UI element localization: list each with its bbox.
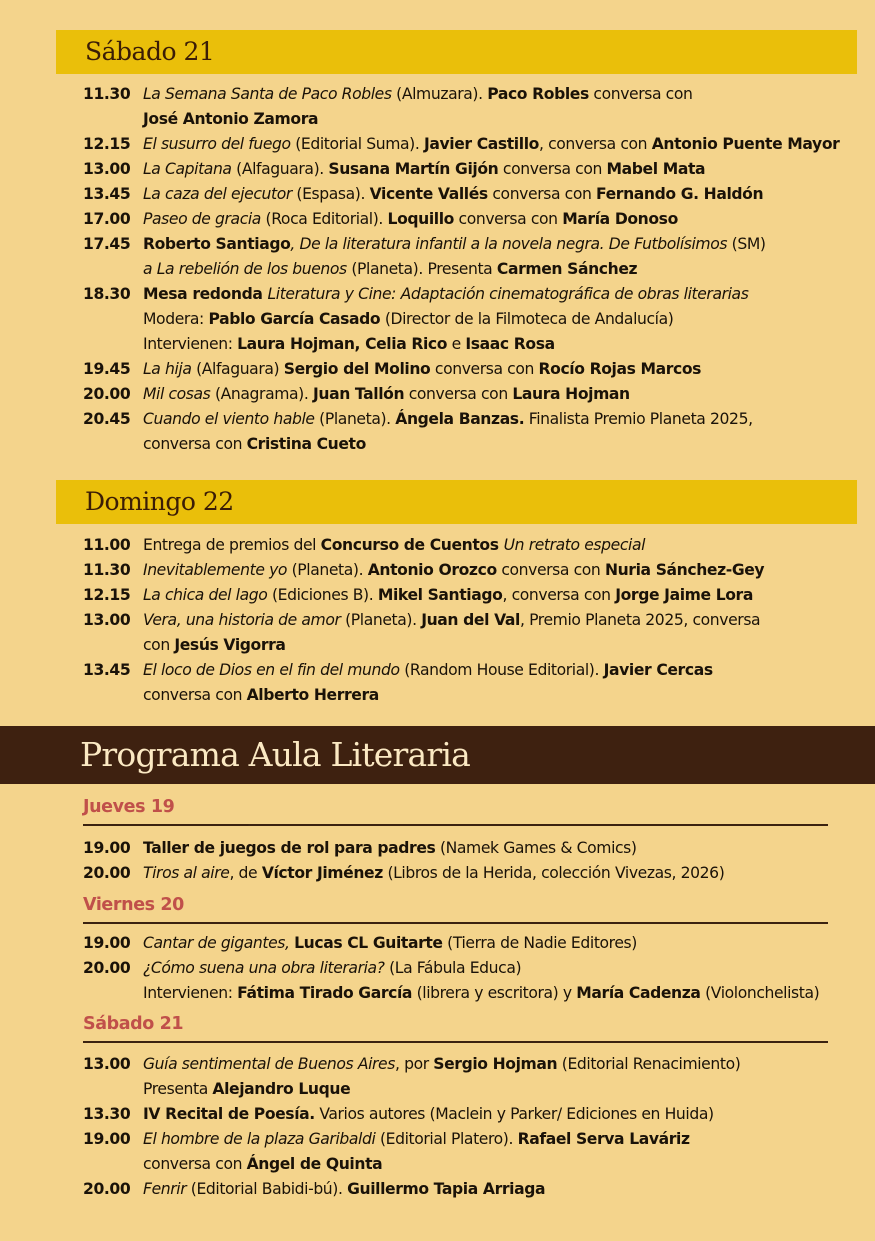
aula-thursday-schedule xyxy=(83,836,865,886)
schedule-row xyxy=(83,583,865,608)
schedule-row xyxy=(83,407,865,457)
event-line xyxy=(143,82,865,107)
event-time: 13.45 xyxy=(83,185,131,203)
event-line xyxy=(143,956,865,981)
text-segment: (SM) xyxy=(727,235,766,253)
event-time: 20.00 xyxy=(83,1180,131,1198)
text-segment: Intervienen: xyxy=(143,984,238,1002)
text-segment: Finalista Premio Planeta 2025, xyxy=(524,410,753,428)
event-time: 13.00 xyxy=(83,611,131,629)
text-segment: (Namek Games & Comics) xyxy=(435,839,637,857)
text-segment: La hija xyxy=(143,360,192,378)
text-segment: Cuando el viento hable xyxy=(143,410,315,428)
event-description xyxy=(143,157,865,182)
text-segment: conversa con xyxy=(143,1155,247,1173)
event-time: 19.00 xyxy=(83,839,131,857)
text-segment: Rocío Rojas Marcos xyxy=(538,360,702,378)
text-segment: Fenrir xyxy=(143,1180,187,1198)
text-segment: Mil cosas xyxy=(143,385,211,403)
schedule-row xyxy=(83,382,865,407)
event-time: 20.00 xyxy=(83,385,131,403)
text-segment: La chica del lago xyxy=(143,586,268,604)
event-description xyxy=(143,382,865,407)
event-time: 20.45 xyxy=(83,410,131,428)
event-line xyxy=(143,257,865,282)
text-segment: Ángela Banzas. xyxy=(395,410,525,428)
text-segment: con xyxy=(143,636,175,654)
text-segment: conversa con xyxy=(496,561,605,579)
event-line xyxy=(143,1127,865,1152)
schedule-row xyxy=(83,1127,865,1177)
event-description xyxy=(143,583,865,608)
event-time: 13.45 xyxy=(83,661,131,679)
text-segment: (Editorial Babidi-bú). xyxy=(186,1180,348,1198)
saturday-header-bar xyxy=(56,30,857,74)
schedule-row xyxy=(83,1177,865,1202)
event-description xyxy=(143,931,865,956)
text-segment: conversa con xyxy=(487,185,597,203)
aula-friday-schedule xyxy=(83,931,865,1006)
text-segment: Entrega de premios del xyxy=(143,536,321,554)
aula-header-bar xyxy=(0,726,875,784)
text-segment: Mesa redonda xyxy=(143,285,268,303)
text-segment: Alejandro Luque xyxy=(212,1080,351,1098)
event-description xyxy=(143,1052,865,1102)
event-time: 11.00 xyxy=(83,536,131,554)
event-description xyxy=(143,282,865,357)
text-segment: Sergio del Molino xyxy=(283,360,431,378)
text-segment: Varios autores (Maclein y Parker/ Ediciones en Huida) xyxy=(314,1105,714,1123)
text-segment: (Violonchelista) xyxy=(700,984,820,1002)
event-line xyxy=(143,1052,865,1077)
event-description xyxy=(143,407,865,457)
text-segment: a La rebelión de los buenos xyxy=(143,260,347,278)
event-line xyxy=(143,931,865,956)
event-line xyxy=(143,836,865,861)
event-description xyxy=(143,357,865,382)
sunday-title: Domingo 22 xyxy=(85,487,234,516)
saturday-schedule xyxy=(83,82,865,457)
schedule-row xyxy=(83,357,865,382)
text-segment: Ángel de Quinta xyxy=(246,1155,383,1173)
schedule-row xyxy=(83,1102,865,1127)
text-segment: La Semana Santa de Paco Robles xyxy=(143,85,392,103)
text-segment: Un retrato especial xyxy=(503,536,646,554)
text-segment: (Libros de la Herida, colección Vivezas, 2026) xyxy=(382,864,725,882)
text-segment: Rafael Serva Laváriz xyxy=(517,1130,690,1148)
event-time: 13.30 xyxy=(83,1105,131,1123)
text-segment: , Premio Planeta 2025, conversa xyxy=(519,611,761,629)
text-segment: e xyxy=(447,335,466,353)
schedule-row xyxy=(83,1052,865,1102)
event-line xyxy=(143,533,865,558)
event-line xyxy=(143,981,865,1006)
text-segment: Modera: xyxy=(143,310,209,328)
text-segment: Fátima Tirado García xyxy=(237,984,413,1002)
text-segment: (Editorial Platero). xyxy=(375,1130,518,1148)
text-segment: La Capitana xyxy=(143,160,232,178)
event-time: 19.00 xyxy=(83,934,131,952)
text-segment: (Espasa). xyxy=(291,185,370,203)
text-segment: Laura Hojman xyxy=(512,385,630,403)
event-line xyxy=(143,633,865,658)
text-segment: Guillermo Tapia Arriaga xyxy=(347,1180,546,1198)
schedule-row xyxy=(83,836,865,861)
text-segment: El susurro del fuego xyxy=(143,135,291,153)
event-line xyxy=(143,282,865,307)
event-time: 12.15 xyxy=(83,135,131,153)
text-segment: Víctor Jiménez xyxy=(261,864,383,882)
text-segment: Javier Cercas xyxy=(603,661,713,679)
event-description xyxy=(143,232,865,282)
text-segment: , por xyxy=(394,1055,434,1073)
event-line xyxy=(143,182,865,207)
event-line xyxy=(143,1152,865,1177)
text-segment: Paseo de gracia xyxy=(143,210,261,228)
text-segment: Taller de juegos de rol para padres xyxy=(143,839,436,857)
schedule-row xyxy=(83,533,865,558)
text-segment: Juan Tallón xyxy=(312,385,405,403)
event-line xyxy=(143,307,865,332)
text-segment: Carmen Sánchez xyxy=(496,260,638,278)
text-segment: conversa con xyxy=(454,210,563,228)
event-description xyxy=(143,1102,865,1127)
event-time: 13.00 xyxy=(83,1055,131,1073)
text-segment: (Planeta). xyxy=(340,611,422,629)
text-segment: Isaac Rosa xyxy=(465,335,555,353)
sunday-schedule xyxy=(83,533,865,708)
event-line xyxy=(143,107,865,132)
text-segment: La caza del ejecutor xyxy=(143,185,292,203)
text-segment: Fernando G. Haldón xyxy=(596,185,764,203)
schedule-row xyxy=(83,558,865,583)
event-description xyxy=(143,658,865,708)
event-line xyxy=(143,608,865,633)
text-segment: Sergio Hojman xyxy=(433,1055,558,1073)
event-line xyxy=(143,1077,865,1102)
text-segment: Literatura y Cine: Adaptación cinematográfica de obras literarias xyxy=(267,285,749,303)
schedule-row xyxy=(83,861,865,886)
event-description xyxy=(143,533,865,558)
event-time: 12.15 xyxy=(83,586,131,604)
event-line xyxy=(143,583,865,608)
text-segment: Presenta xyxy=(143,1080,213,1098)
text-segment: (La Fábula Educa) xyxy=(384,959,522,977)
text-segment: (Editorial Renacimiento) xyxy=(557,1055,741,1073)
text-segment: Pablo García Casado xyxy=(208,310,381,328)
event-line xyxy=(143,658,865,683)
text-segment: , conversa con xyxy=(502,586,616,604)
text-segment: IV Recital de Poesía. xyxy=(143,1105,315,1123)
text-segment: (Tierra de Nadie Editores) xyxy=(442,934,637,952)
text-segment: (librera y escritora) y xyxy=(412,984,577,1002)
schedule-row xyxy=(83,182,865,207)
text-segment: conversa con xyxy=(143,686,247,704)
schedule-row xyxy=(83,132,865,157)
text-segment: , de xyxy=(229,864,262,882)
event-line xyxy=(143,207,865,232)
text-segment: conversa con xyxy=(143,435,247,453)
text-segment: Inevitablemente yo xyxy=(143,561,288,579)
event-line xyxy=(143,861,865,886)
text-segment: (Planeta). Presenta xyxy=(346,260,497,278)
aula-saturday-schedule xyxy=(83,1052,865,1202)
text-segment: conversa con xyxy=(588,85,693,103)
event-description xyxy=(143,558,865,583)
text-segment: Mikel Santiago xyxy=(377,586,503,604)
text-segment: Tiros al aire xyxy=(143,864,230,882)
text-segment: Paco Robles xyxy=(487,85,589,103)
event-line xyxy=(143,157,865,182)
text-segment: (Almuzara). xyxy=(391,85,488,103)
event-description xyxy=(143,207,865,232)
schedule-row xyxy=(83,157,865,182)
text-segment: Vicente Vallés xyxy=(369,185,488,203)
text-segment: Susana Martín Gijón xyxy=(328,160,499,178)
aula-friday-title: Viernes 20 xyxy=(83,895,828,924)
text-segment: Laura Hojman, Celia Rico xyxy=(237,335,448,353)
text-segment: Loquillo xyxy=(387,210,454,228)
event-line xyxy=(143,1177,865,1202)
event-description xyxy=(143,1177,865,1202)
aula-saturday-title: Sábado 21 xyxy=(83,1014,828,1043)
text-segment: (Planeta). xyxy=(287,561,368,579)
event-description xyxy=(143,861,865,886)
event-description xyxy=(143,132,865,157)
text-segment: (Director de la Filmoteca de Andalucía) xyxy=(380,310,674,328)
event-time: 11.30 xyxy=(83,561,131,579)
text-segment: Antonio Orozco xyxy=(367,561,497,579)
schedule-row xyxy=(83,658,865,708)
text-segment: Antonio Puente Mayor xyxy=(651,135,840,153)
event-time: 11.30 xyxy=(83,85,131,103)
text-segment: José Antonio Zamora xyxy=(143,110,319,128)
event-line xyxy=(143,357,865,382)
schedule-row xyxy=(83,931,865,956)
event-description xyxy=(143,1127,865,1177)
schedule-row xyxy=(83,232,865,282)
text-segment: Jorge Jaime Lora xyxy=(615,586,753,604)
saturday-title: Sábado 21 xyxy=(85,37,215,66)
text-segment: Intervienen: xyxy=(143,335,238,353)
text-segment: Cantar de gigantes, xyxy=(143,934,290,952)
text-segment: conversa con xyxy=(404,385,513,403)
text-segment: (Alfaguara). xyxy=(231,160,329,178)
sunday-header-bar xyxy=(56,480,857,524)
event-time: 20.00 xyxy=(83,864,131,882)
schedule-row xyxy=(83,282,865,357)
event-time: 13.00 xyxy=(83,160,131,178)
text-segment: Alberto Herrera xyxy=(246,686,379,704)
event-time: 17.45 xyxy=(83,235,131,253)
text-segment: (Editorial Suma). xyxy=(290,135,424,153)
text-segment: Juan del Val xyxy=(421,611,520,629)
event-description xyxy=(143,956,865,1006)
text-segment: , conversa con xyxy=(538,135,652,153)
event-line xyxy=(143,332,865,357)
event-line xyxy=(143,1102,865,1127)
text-segment: El hombre de la plaza Garibaldi xyxy=(143,1130,376,1148)
event-line xyxy=(143,558,865,583)
event-description xyxy=(143,608,865,658)
text-segment: Guía sentimental de Buenos Aires xyxy=(143,1055,395,1073)
text-segment: (Ediciones B). xyxy=(267,586,378,604)
aula-title: Programa Aula Literaria xyxy=(80,735,470,774)
text-segment: (Roca Editorial). xyxy=(260,210,388,228)
text-segment: Nuria Sánchez-Gey xyxy=(604,561,765,579)
text-segment: Lucas CL Guitarte xyxy=(294,934,443,952)
text-segment: (Alfaguara) xyxy=(191,360,284,378)
schedule-row xyxy=(83,608,865,658)
text-segment: conversa con xyxy=(430,360,539,378)
text-segment: María Donoso xyxy=(562,210,678,228)
text-segment: El loco de Dios en el fin del mundo xyxy=(143,661,400,679)
aula-thursday-title: Jueves 19 xyxy=(83,797,828,826)
text-segment: Jesús Vigorra xyxy=(174,636,286,654)
event-time: 19.00 xyxy=(83,1130,131,1148)
event-time: 19.45 xyxy=(83,360,131,378)
schedule-row xyxy=(83,207,865,232)
text-segment: Vera, una historia de amor xyxy=(143,611,341,629)
text-segment: Concurso de Cuentos xyxy=(320,536,504,554)
event-line xyxy=(143,432,865,457)
event-line xyxy=(143,683,865,708)
text-segment: (Random House Editorial). xyxy=(399,661,604,679)
event-line xyxy=(143,132,865,157)
text-segment: Roberto Santiago xyxy=(143,235,291,253)
event-line xyxy=(143,407,865,432)
event-time: 17.00 xyxy=(83,210,131,228)
text-segment: (Anagrama). xyxy=(210,385,313,403)
event-description xyxy=(143,182,865,207)
schedule-row xyxy=(83,82,865,132)
event-time: 20.00 xyxy=(83,959,131,977)
schedule-row xyxy=(83,956,865,1006)
event-time: 18.30 xyxy=(83,285,131,303)
event-description xyxy=(143,836,865,861)
text-segment: Javier Castillo xyxy=(423,135,539,153)
event-line xyxy=(143,382,865,407)
text-segment: María Cadenza xyxy=(576,984,701,1002)
text-segment: Mabel Mata xyxy=(606,160,706,178)
event-description xyxy=(143,82,865,132)
text-segment: (Planeta). xyxy=(314,410,396,428)
text-segment: , De la literatura infantil a la novela negra. De Futbolísimos xyxy=(290,235,728,253)
text-segment: ¿Cómo suena una obra literaria? xyxy=(143,959,385,977)
event-line xyxy=(143,232,865,257)
text-segment: conversa con xyxy=(498,160,607,178)
text-segment: Cristina Cueto xyxy=(246,435,366,453)
